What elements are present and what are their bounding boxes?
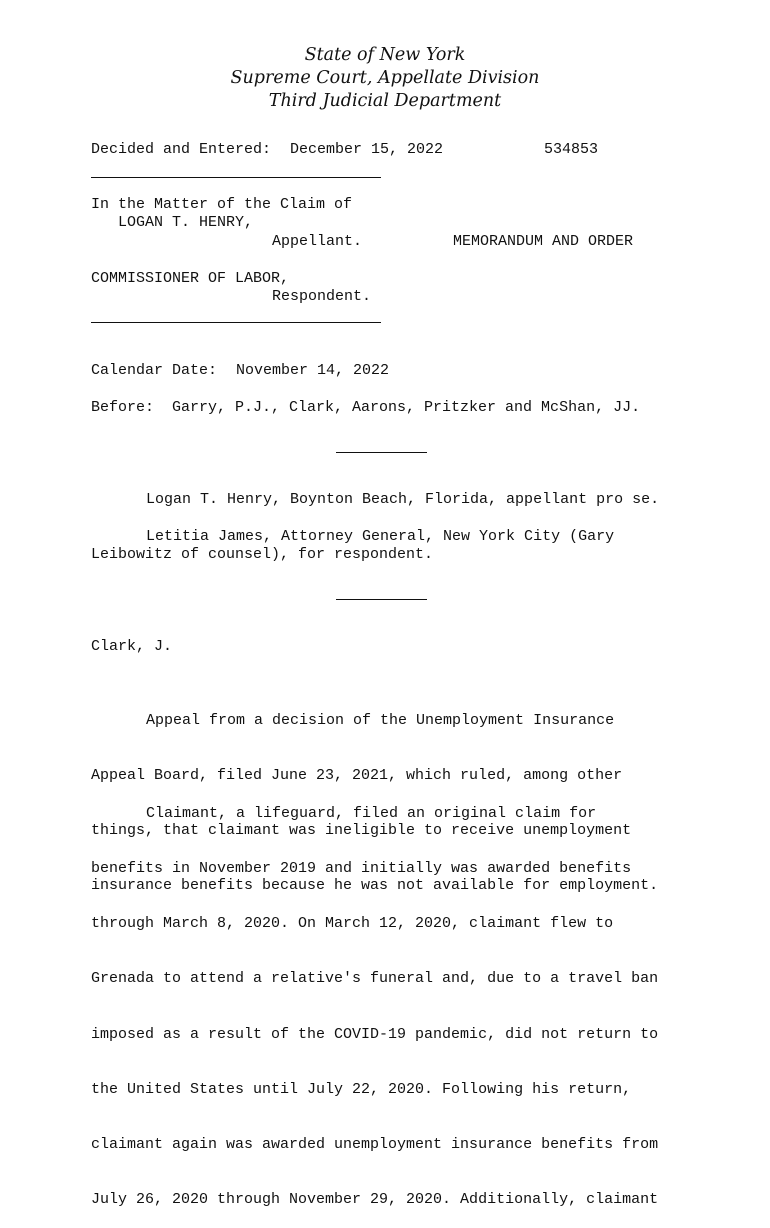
caption-top-rule <box>91 177 381 178</box>
paragraph-line: claimant again was awarded unemployment insurance benefits from <box>91 1136 659 1154</box>
counsel-respondent-line-2: Leibowitz of counsel), for respondent. <box>91 546 434 563</box>
paragraph-line: things, that claimant was ineligible to receive unemployment <box>91 822 632 840</box>
counsel-appellant: Logan T. Henry, Boynton Beach, Florida, appellant pro se. <box>146 491 660 508</box>
bench-judges: Garry, P.J., Clark, Aarons, Pritzker and McShan, JJ. <box>172 399 641 416</box>
bench-label: Before: <box>91 399 155 416</box>
opinion-paragraph-2 <box>91 768 658 1228</box>
paragraph-line: July 26, 2020 through November 29, 2020. Additionally, claimant <box>91 1191 659 1209</box>
decided-date: December 15, 2022 <box>290 141 444 158</box>
caption-respondent-role: Respondent. <box>272 288 372 305</box>
section-divider-1 <box>336 452 427 453</box>
paragraph-line: Grenada to attend a relative's funeral and, due to a travel ban <box>91 970 659 988</box>
opinion-author: Clark, J. <box>91 638 173 655</box>
counsel-respondent-line-1: Letitia James, Attorney General, New York City (Gary <box>146 528 615 545</box>
caption-claimant-name: LOGAN T. HENRY, <box>118 214 254 231</box>
calendar-label: Calendar Date: <box>91 362 218 379</box>
calendar-date: November 14, 2022 <box>236 362 390 379</box>
paragraph-line: through March 8, 2020. On March 12, 2020, claimant flew to <box>91 915 614 933</box>
paragraph-line: benefits in November 2019 and initially was awarded benefits <box>91 860 632 878</box>
court-department: Third Judicial Department <box>268 91 502 111</box>
paragraph-line: Claimant, a lifeguard, filed an original claim for <box>146 804 597 822</box>
paragraph-line: imposed as a result of the COVID-19 pandemic, did not return to <box>91 1025 659 1043</box>
court-state: State of New York <box>304 45 466 65</box>
court-name: Supreme Court, Appellate Division <box>230 68 540 88</box>
paragraph-line: insurance benefits because he was not available for employment. <box>91 877 659 895</box>
order-type: MEMORANDUM AND ORDER <box>453 233 634 250</box>
court-header <box>0 44 770 113</box>
caption-matter-line: In the Matter of the Claim of <box>91 196 353 213</box>
docket-number: 534853 <box>544 141 599 158</box>
caption-appellant-role: Appellant. <box>272 233 363 250</box>
caption-bottom-rule <box>91 322 381 323</box>
section-divider-2 <box>336 599 427 600</box>
paragraph-line: the United States until July 22, 2020. Following his return, <box>91 1080 632 1098</box>
caption-respondent-name: COMMISSIONER OF LABOR, <box>91 270 290 287</box>
paragraph-line: Appeal Board, filed June 23, 2021, which ruled, among other <box>91 767 623 785</box>
decided-label: Decided and Entered: <box>91 141 272 158</box>
paragraph-line: Appeal from a decision of the Unemployment Insurance <box>146 711 615 729</box>
